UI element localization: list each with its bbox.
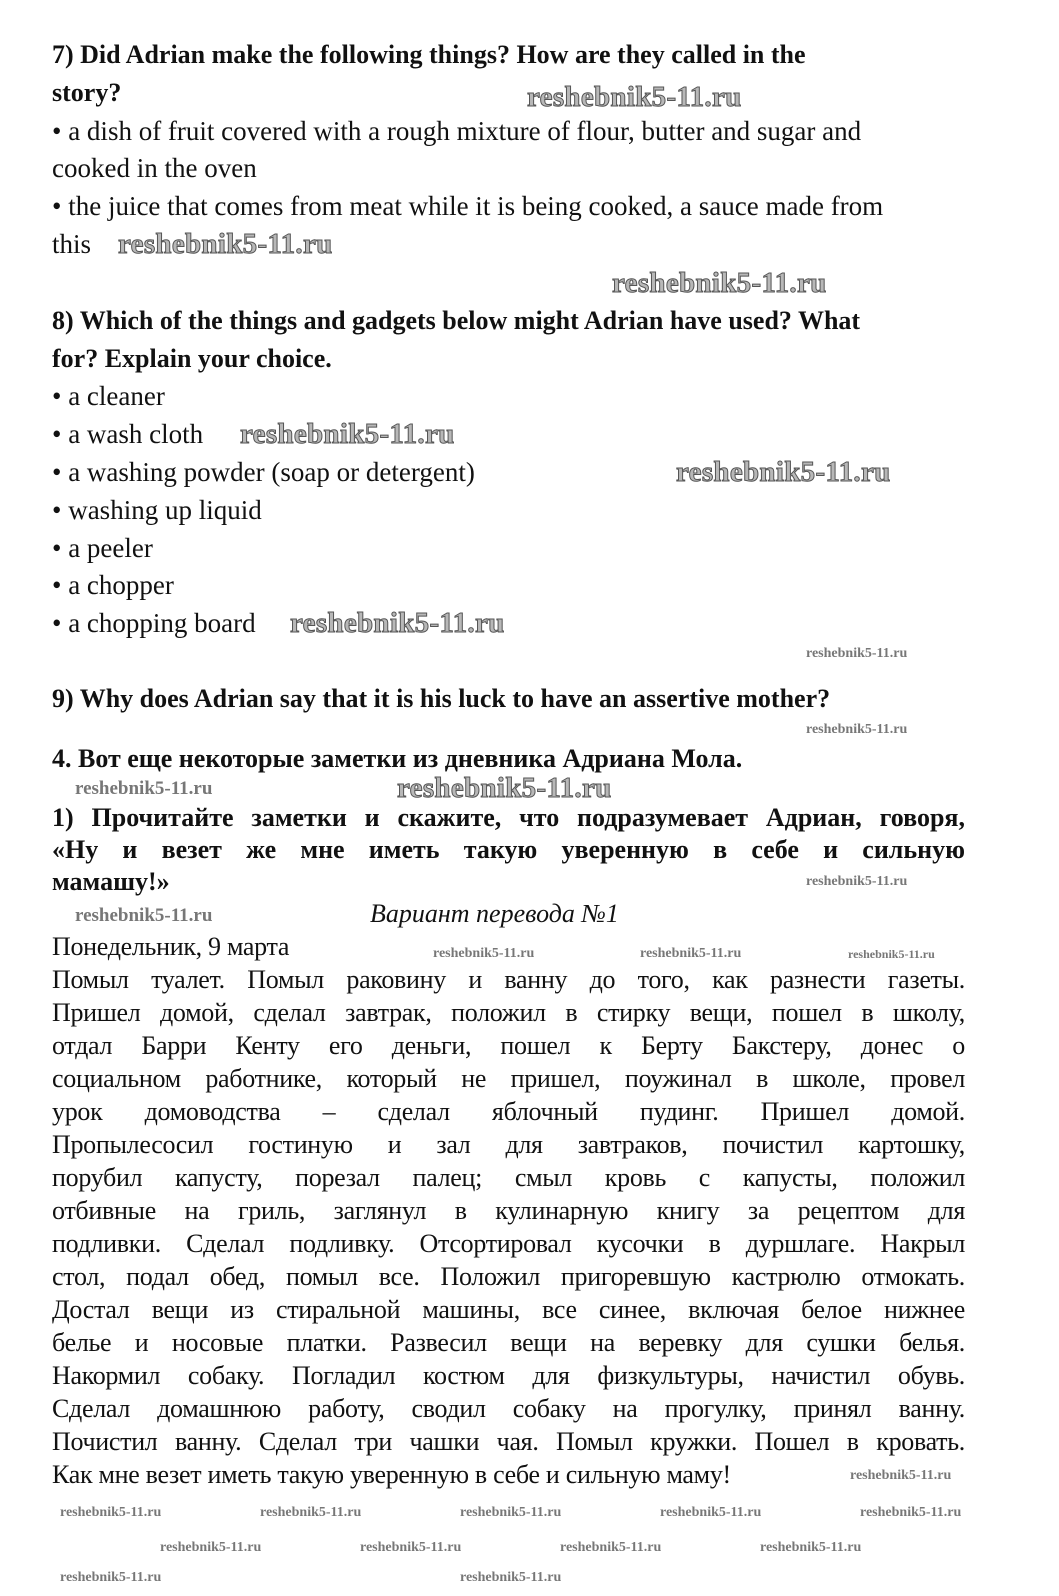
- watermark: reshebnik5-11.ru: [806, 646, 908, 661]
- paragraph-line: социальном работнике, который не пришел, поужинал в школе, провел: [52, 1064, 965, 1093]
- section-title: 4. Вот еще некоторые заметки из дневника Адриана Мола.: [52, 744, 743, 773]
- paragraph-line: урок домоводства – сделал яблочный пудинг. Пришел домой.: [52, 1097, 965, 1126]
- paragraph-line: Помыл туалет. Помыл раковину и ванну до того, как разнести газеты.: [52, 965, 965, 994]
- paragraph-line: Почистил ванну. Сделал три чашки чая. Помыл кружки. Пошел в кровать.: [52, 1427, 965, 1456]
- watermark: reshebnik5-11.ru: [60, 1505, 162, 1520]
- task-line: мамашу!»: [52, 867, 170, 896]
- watermark: reshebnik5-11.ru: [760, 1540, 862, 1555]
- paragraph-line: Сделал домашнюю работу, сводил собаку на прогулку, принял ванну.: [52, 1394, 965, 1423]
- watermark: reshebnik5-11.ru: [290, 607, 505, 639]
- q7-item: this: [52, 229, 92, 259]
- watermark: reshebnik5-11.ru: [612, 267, 827, 299]
- q8-item: • a chopping board: [52, 608, 256, 638]
- watermark: reshebnik5-11.ru: [640, 946, 742, 961]
- watermark: reshebnik5-11.ru: [660, 1505, 762, 1520]
- watermark: reshebnik5-11.ru: [676, 456, 891, 488]
- watermark: reshebnik5-11.ru: [560, 1540, 662, 1555]
- paragraph-line: порубил капусту, порезал палец; смыл кровь с капусты, положил: [52, 1163, 965, 1192]
- watermark: reshebnik5-11.ru: [240, 418, 455, 450]
- watermark: reshebnik5-11.ru: [860, 1505, 962, 1520]
- paragraph-line: Как мне везет иметь такую уверенную в себе и сильную маму!: [52, 1460, 731, 1489]
- q7-heading-line: story?: [52, 78, 122, 107]
- question-9: 9) Why does Adrian say that it is his luck to have an assertive mother?: [52, 684, 831, 713]
- q8-item: • washing up liquid: [52, 495, 262, 525]
- q8-heading-line: 8) Which of the things and gadgets below might Adrian have used? What: [52, 306, 861, 335]
- diary-date: Понедельник, 9 марта: [52, 932, 290, 961]
- watermark: reshebnik5-11.ru: [848, 947, 935, 961]
- q7-item: cooked in the oven: [52, 153, 257, 183]
- paragraph-line: стол, подал обед, помыл все. Положил пригоревшую кастрюлю отмокать.: [52, 1262, 965, 1291]
- paragraph-line: Достал вещи из стиральной машины, все синее, включая белое нижнее: [52, 1295, 965, 1324]
- paragraph-line: Пришел домой, сделал завтрак, положил в стирку вещи, пошел в школу,: [52, 998, 965, 1027]
- watermark: reshebnik5-11.ru: [806, 722, 908, 737]
- variant-label: Вариант перевода №1: [370, 899, 619, 928]
- q7-heading-line: 7) Did Adrian make the following things? How are they called in the: [52, 40, 806, 69]
- watermark: reshebnik5-11.ru: [850, 1468, 952, 1483]
- paragraph-line: подливки. Сделал подливку. Отсортировал кусочки в дуршлаге. Накрыл: [52, 1229, 965, 1258]
- watermark: reshebnik5-11.ru: [460, 1505, 562, 1520]
- paragraph-line: отбивные на гриль, заглянул в кулинарную книгу за рецептом для: [52, 1196, 965, 1225]
- q8-item: • a chopper: [52, 570, 174, 600]
- watermark: reshebnik5-11.ru: [397, 772, 612, 804]
- watermark: reshebnik5-11.ru: [75, 905, 213, 926]
- watermark: reshebnik5-11.ru: [460, 1570, 562, 1585]
- watermark: reshebnik5-11.ru: [527, 81, 742, 113]
- q8-item: • a wash cloth: [52, 419, 204, 449]
- paragraph-line: отдал Барри Кенту его деньги, пошел к Берту Бакстеру, донес о: [52, 1031, 965, 1060]
- paragraph-line: Накормил собаку. Погладил костюм для физкультуры, начистил обувь.: [52, 1361, 965, 1390]
- watermark: reshebnik5-11.ru: [60, 1570, 162, 1585]
- watermark: reshebnik5-11.ru: [433, 946, 535, 961]
- watermark: reshebnik5-11.ru: [260, 1505, 362, 1520]
- watermark: reshebnik5-11.ru: [118, 228, 333, 260]
- task-line: «Ну и везет же мне иметь такую уверенную в себе и сильную: [52, 835, 965, 864]
- q8-item: • a washing powder (soap or detergent): [52, 457, 475, 487]
- watermark: reshebnik5-11.ru: [806, 874, 908, 889]
- q7-item: • the juice that comes from meat while it is being cooked, a sauce made from: [52, 191, 884, 221]
- q7-item: • a dish of fruit covered with a rough mixture of flour, butter and sugar and: [52, 116, 862, 146]
- paragraph-line: белье и носовые платки. Развесил вещи на веревку для сушки белья.: [52, 1328, 965, 1357]
- watermark: reshebnik5-11.ru: [160, 1540, 262, 1555]
- paragraph-line: Пропылесосил гостиную и зал для завтраков, почистил картошку,: [52, 1130, 965, 1159]
- task-line: 1) Прочитайте заметки и скажите, что подразумевает Адриан, говоря,: [52, 803, 965, 832]
- q8-item: • a peeler: [52, 533, 153, 563]
- q8-item: • a cleaner: [52, 381, 165, 411]
- q8-heading-line: for? Explain your choice.: [52, 344, 332, 373]
- watermark: reshebnik5-11.ru: [360, 1540, 462, 1555]
- watermark: reshebnik5-11.ru: [75, 778, 213, 799]
